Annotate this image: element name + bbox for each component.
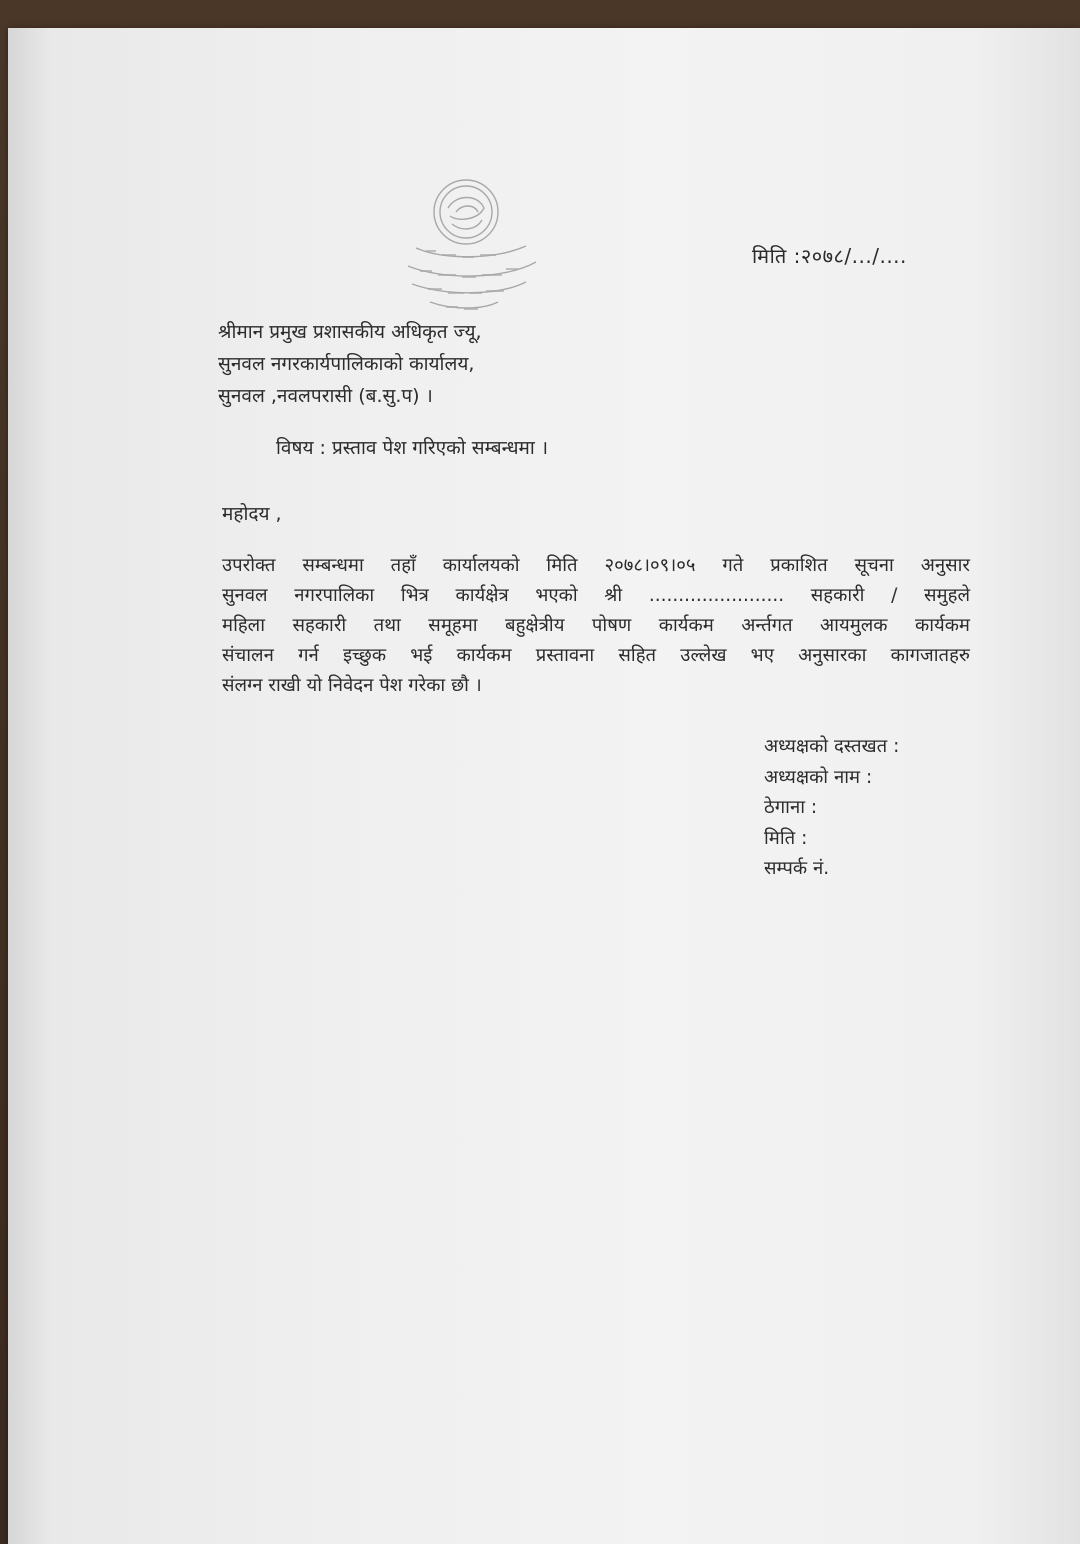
letter-salutation: महोदय ,	[222, 503, 282, 525]
recipient-line: श्रीमान प्रमुख प्रशासकीय अधिकृत ज्यू,	[218, 321, 482, 343]
body-line: संचालन गर्न इच्छुक भई कार्यकम प्रस्तावना सहित उल्लेख भए अनुसारका कागजातहरु	[222, 645, 970, 666]
signature-field-contact: सम्पर्क नं.	[764, 858, 830, 879]
recipient-line: सुनवल ,नवलपरासी (ब.सु.प) ।	[218, 385, 433, 407]
office-stamp-icon	[386, 150, 556, 330]
letter-subject: विषय : प्रस्ताव पेश गरिएको सम्बन्धमा ।	[276, 437, 549, 459]
recipient-address	[218, 316, 482, 412]
body-line: सुनवल नगरपालिका भित्र कार्यक्षेत्र भएको श्री ....................... सहकारी / समुहले	[222, 585, 970, 606]
letter-date: मिति :२०७८/.../....	[752, 244, 907, 268]
body-line: महिला सहकारी तथा समूहमा बहुक्षेत्रीय पोषण कार्यकम अर्न्तगत आयमुलक कार्यकम	[222, 615, 970, 636]
signature-field-chair-name: अध्यक्षको नाम :	[764, 766, 873, 788]
letter-body	[222, 551, 970, 701]
recipient-line: सुनवल नगरकार्यपालिकाको कार्यालय,	[218, 353, 475, 375]
signature-field-chair-signature: अध्यक्षको दस्तखत :	[764, 736, 900, 757]
signature-block	[764, 732, 899, 885]
body-line: संलग्न राखी यो निवेदन पेश गरेका छौ ।	[222, 675, 482, 696]
body-line: उपरोक्त सम्बन्धमा तहाँ कार्यालयको मिति २०७८।०९।०५ गते प्रकाशित सूचना अनुसार	[222, 555, 970, 576]
letter-sheet	[8, 28, 1080, 1544]
signature-field-date: मिति :	[764, 827, 808, 849]
signature-field-address: ठेगाना :	[764, 797, 818, 818]
